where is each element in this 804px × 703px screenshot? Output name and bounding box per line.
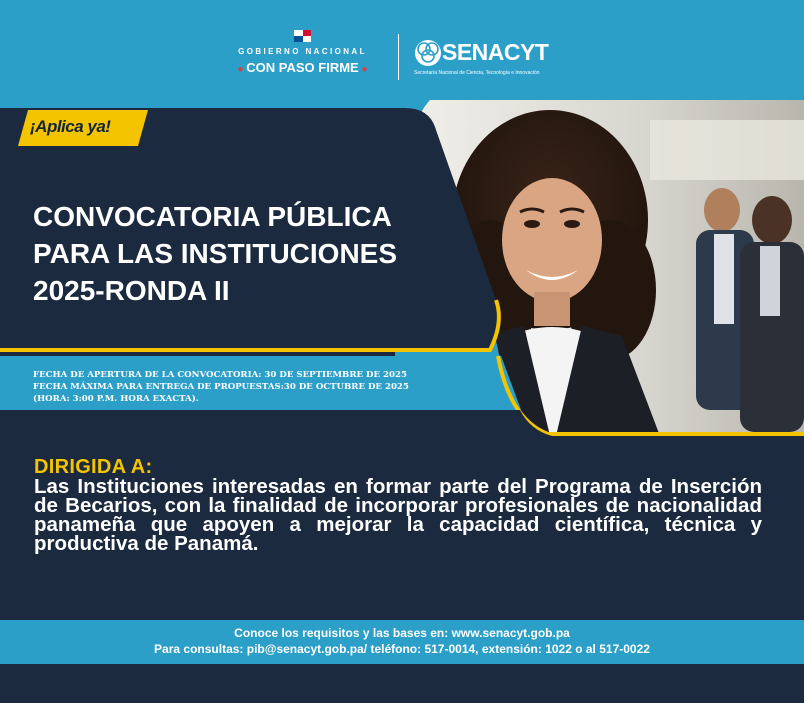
footer-contact: Para consultas: pib@senacyt.gob.pa/ teléfono: 517-0014, extensión: 1022 o al 517-0022 [154,642,650,656]
headline-line-1: CONVOCATORIA PÚBLICA [33,201,392,232]
logo-divider [398,34,399,80]
headline-line-3: 2025-RONDA II [33,275,230,306]
senacyt-subtitle: Secretaría Nacional de Ciencia, Tecnología e Innovación [414,70,540,76]
footer-website: Conoce los requisitos y las bases en: www.senacyt.gob.pa [234,626,570,640]
senacyt-name: SENACYT [442,39,549,65]
opening-date: FECHA DE APERTURA DE LA CONVOCATORIA: 30 DE SEPTIEMBRE DE 2025 [33,370,407,380]
dates-block [33,369,493,405]
senacyt-logo [414,36,574,80]
deadline-date: FECHA MÁXIMA PARA ENTREGA DE PROPUESTAS:30 DE OCTUBRE DE 2025 [33,382,409,392]
gobierno-slogan: ● CON PASO FIRME ● [237,60,368,75]
senacyt-logo-icon [414,38,442,68]
gobierno-title: GOBIERNO NACIONAL [238,47,367,56]
headline [33,198,493,309]
audience-heading: DIRIGIDA A: [34,456,153,478]
headline-line-2: PARA LAS INSTITUCIONES [33,238,398,269]
gobierno-nacional-logo [220,30,385,84]
aplica-label: ¡Aplica ya! [30,117,111,136]
panama-flag-icon [294,30,311,42]
audience-text: Las Instituciones interesadas en formar parte del Programa de Inserción de Becarios, con la finalidad de incorporar profesionales de nacionalidad panameña que apoyen a mejorar la capacidad científica, técnica y productiva de Panamá. [34,475,762,555]
deadline-time: (HORA: 3:00 P.M. HORA EXACTA). [33,394,199,404]
